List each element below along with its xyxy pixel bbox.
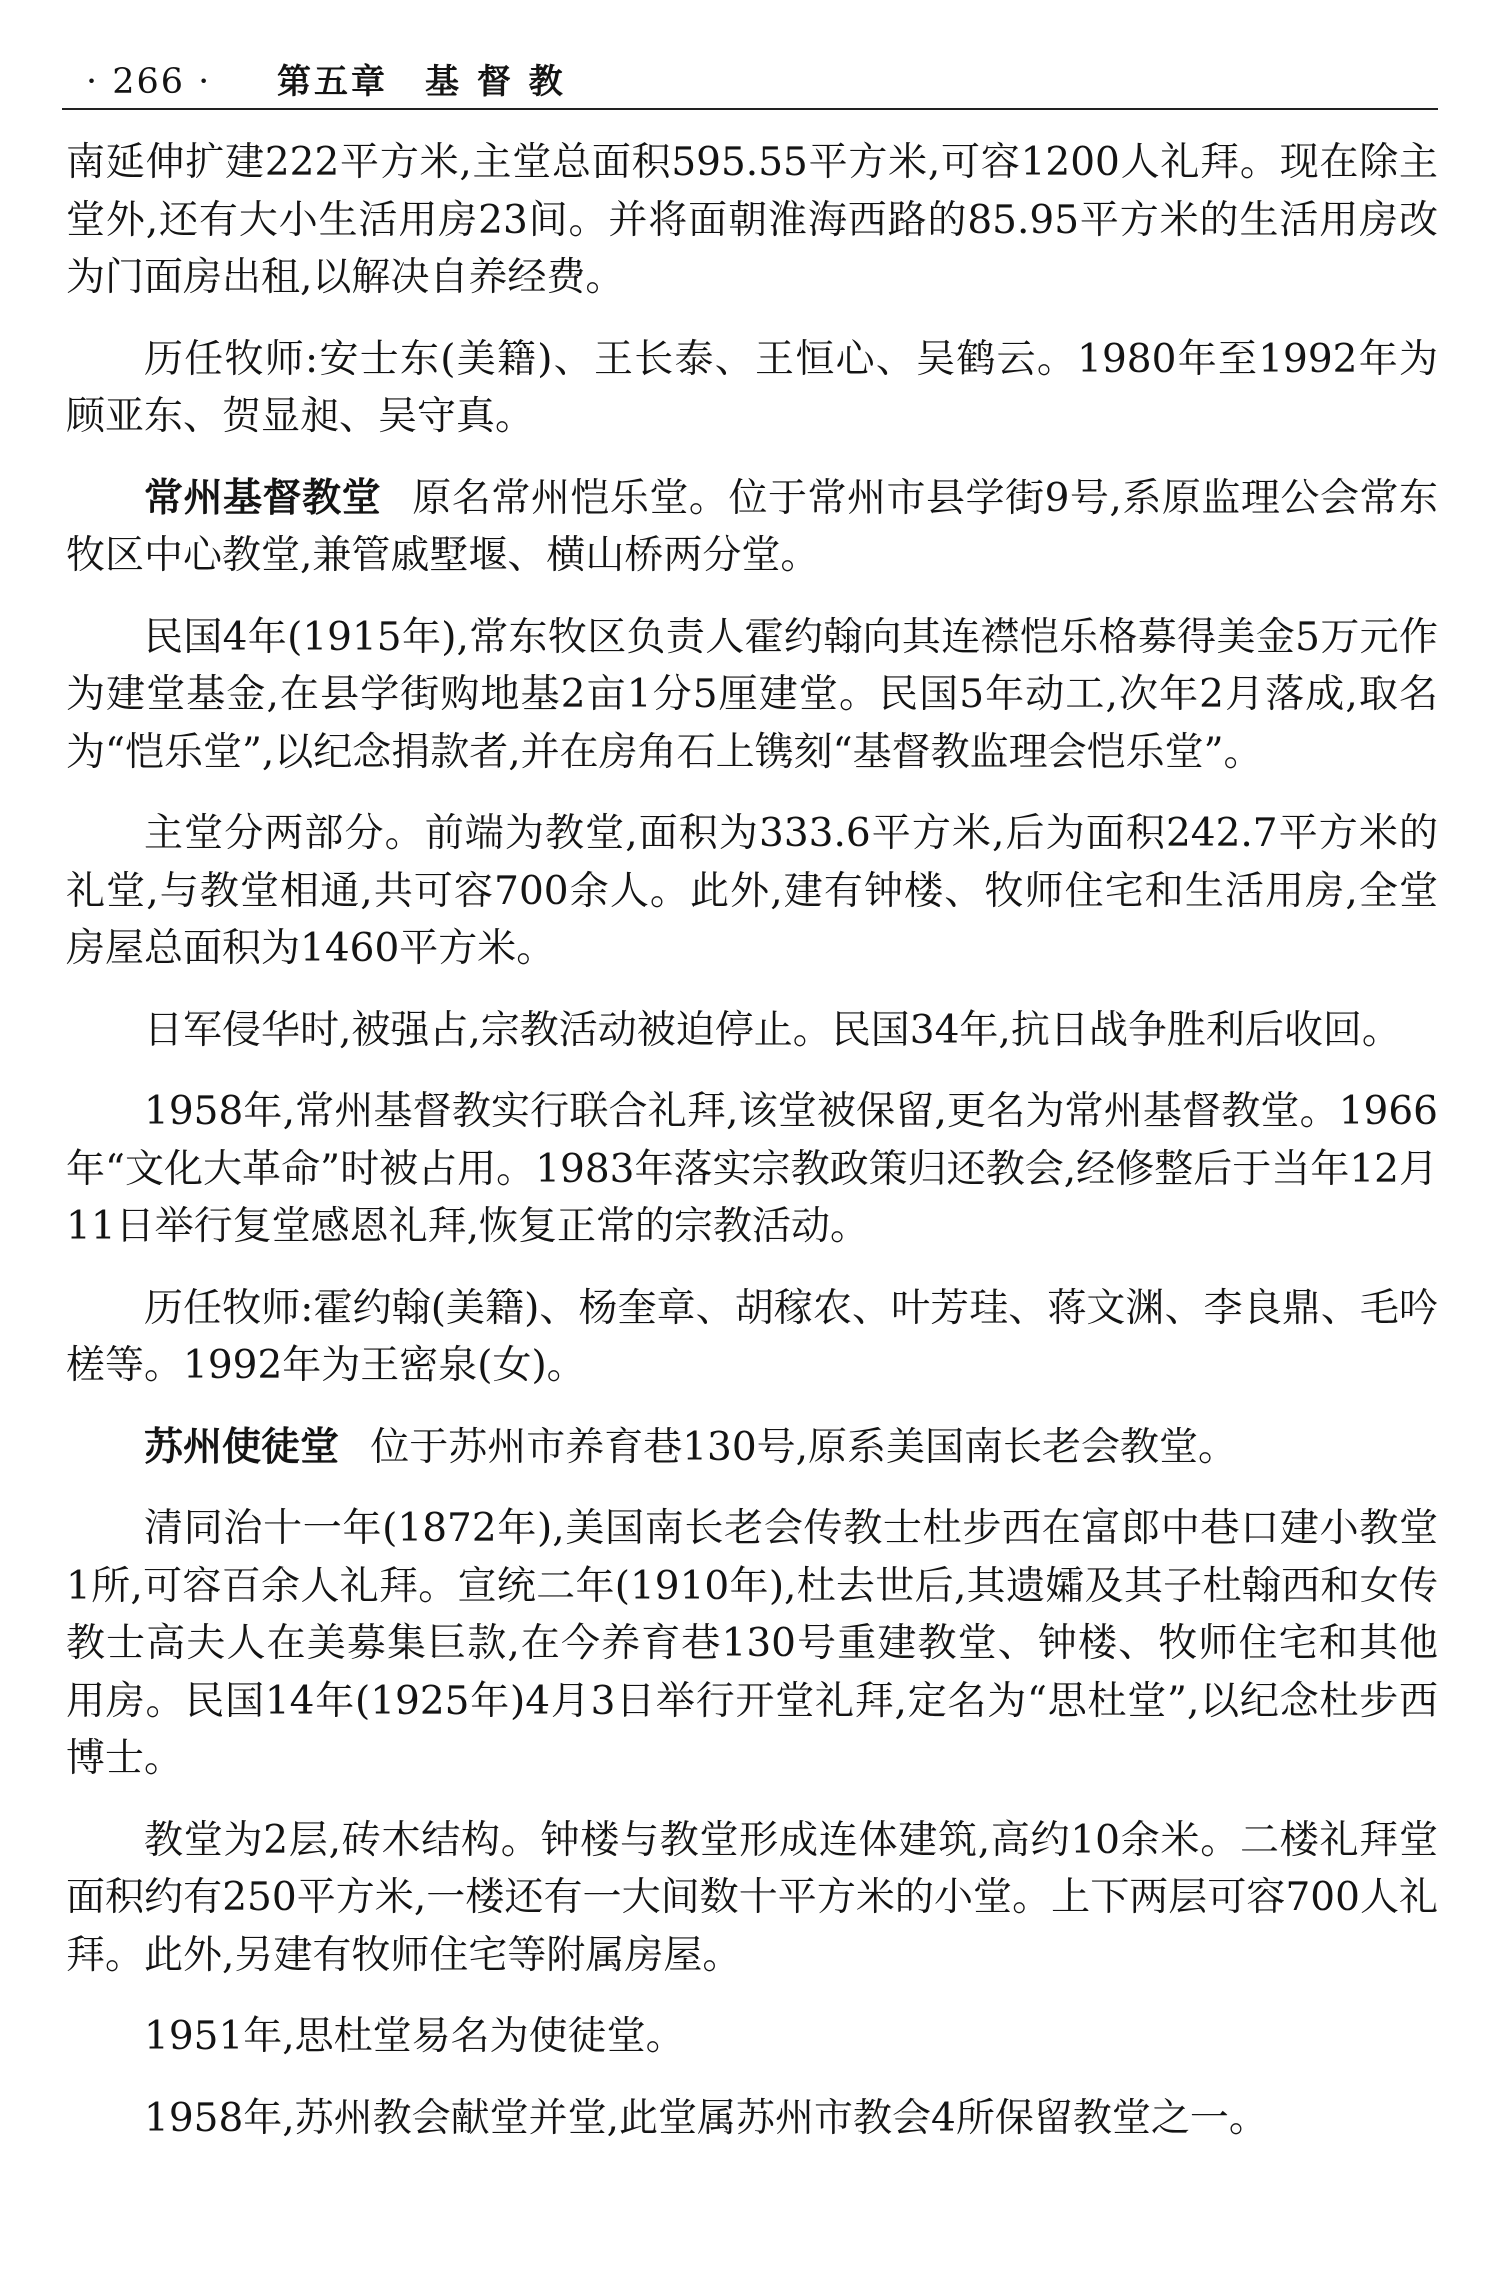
paragraph: 日军侵华时,被强占,宗教活动被迫停止。民国34年,抗日战争胜利后收回。 — [144, 1007, 1401, 1053]
paragraph — [66, 1419, 1438, 1477]
paragraph: 历任牧师:安士东(美籍)、王长泰、王恒心、吴鹤云。1980年至1992年为顾亚东、贺显昶、吴守真。 — [66, 336, 1438, 439]
body-text — [66, 134, 1438, 2171]
paragraph-text: 原名常州恺乐堂。位于常州市县学街9号,系原监理公会常东牧区中心教堂,兼管戚墅堰、横山桥两分堂。 — [66, 475, 1438, 578]
paragraph — [66, 470, 1438, 585]
paragraph: 历任牧师:霍约翰(美籍)、杨奎章、胡稼农、叶芳珪、蒋文渊、李良鼎、毛吟槎等。1992年为王密泉(女)。 — [66, 1285, 1438, 1388]
section-title: 苏州使徒堂 — [144, 1424, 340, 1470]
page-number: · 266 · — [86, 62, 212, 102]
paragraph: 南延伸扩建222平方米,主堂总面积595.55平方米,可容1200人礼拜。现在除主堂外,还有大小生活用房23间。并将面朝淮海西路的85.95平方米的生活用房改为门面房出租,以解决自养经费。 — [66, 140, 1438, 300]
page-header — [62, 58, 1438, 106]
paragraph: 民国4年(1915年),常东牧区负责人霍约翰向其连襟恺乐格募得美金5万元作为建堂基金,在县学街购地基2亩1分5厘建堂。民国5年动工,次年2月落成,取名为“恺乐堂”,以纪念捐款者,并在房角石上镌刻“基督教监理会恺乐堂”。 — [66, 614, 1438, 775]
paragraph: 主堂分两部分。前端为教堂,面积为333.6平方米,后为面积242.7平方米的礼堂,与教堂相通,共可容700余人。此外,建有钟楼、牧师住宅和生活用房,全堂房屋总面积为1460平方米。 — [66, 811, 1438, 971]
chapter-title: 第五章 基 督 教 — [277, 62, 566, 102]
paragraph: 1958年,苏州教会献堂并堂,此堂属苏州市教会4所保留教堂之一。 — [144, 2095, 1268, 2141]
paragraph: 1958年,常州基督教实行联合礼拜,该堂被保留,更名为常州基督教堂。1966年“文化大革命”时被占用。1983年落实宗教政策归还教会,经修整后于当年12月11日举行复堂感恩礼拜,恢复正常的宗教活动。 — [66, 1089, 1438, 1249]
paragraph: 清同治十一年(1872年),美国南长老会传教士杜步西在富郎中巷口建小教堂1所,可容百余人礼拜。宣统二年(1910年),杜去世后,其遗孀及其子杜翰西和女传教士高夫人在美募集巨款,在今养育巷130号重建教堂、钟楼、牧师住宅和其他用房。民国14年(1925年)4月3日举行开堂礼拜,定名为“思杜堂”,以纪念杜步西博士。 — [66, 1506, 1438, 1781]
header-divider — [62, 108, 1438, 110]
paragraph: 教堂为2层,砖木结构。钟楼与教堂形成连体建筑,高约10余米。二楼礼拜堂面积约有250平方米,一楼还有一大间数十平方米的小堂。上下两层可容700人礼拜。此外,另建有牧师住宅等附属房屋。 — [66, 1817, 1438, 1978]
paragraph: 1951年,思杜堂易名为使徒堂。 — [144, 2014, 685, 2059]
section-title: 常州基督教堂 — [144, 475, 382, 521]
paragraph-text: 位于苏州市养育巷130号,原系美国南长老会教堂。 — [370, 1424, 1238, 1470]
